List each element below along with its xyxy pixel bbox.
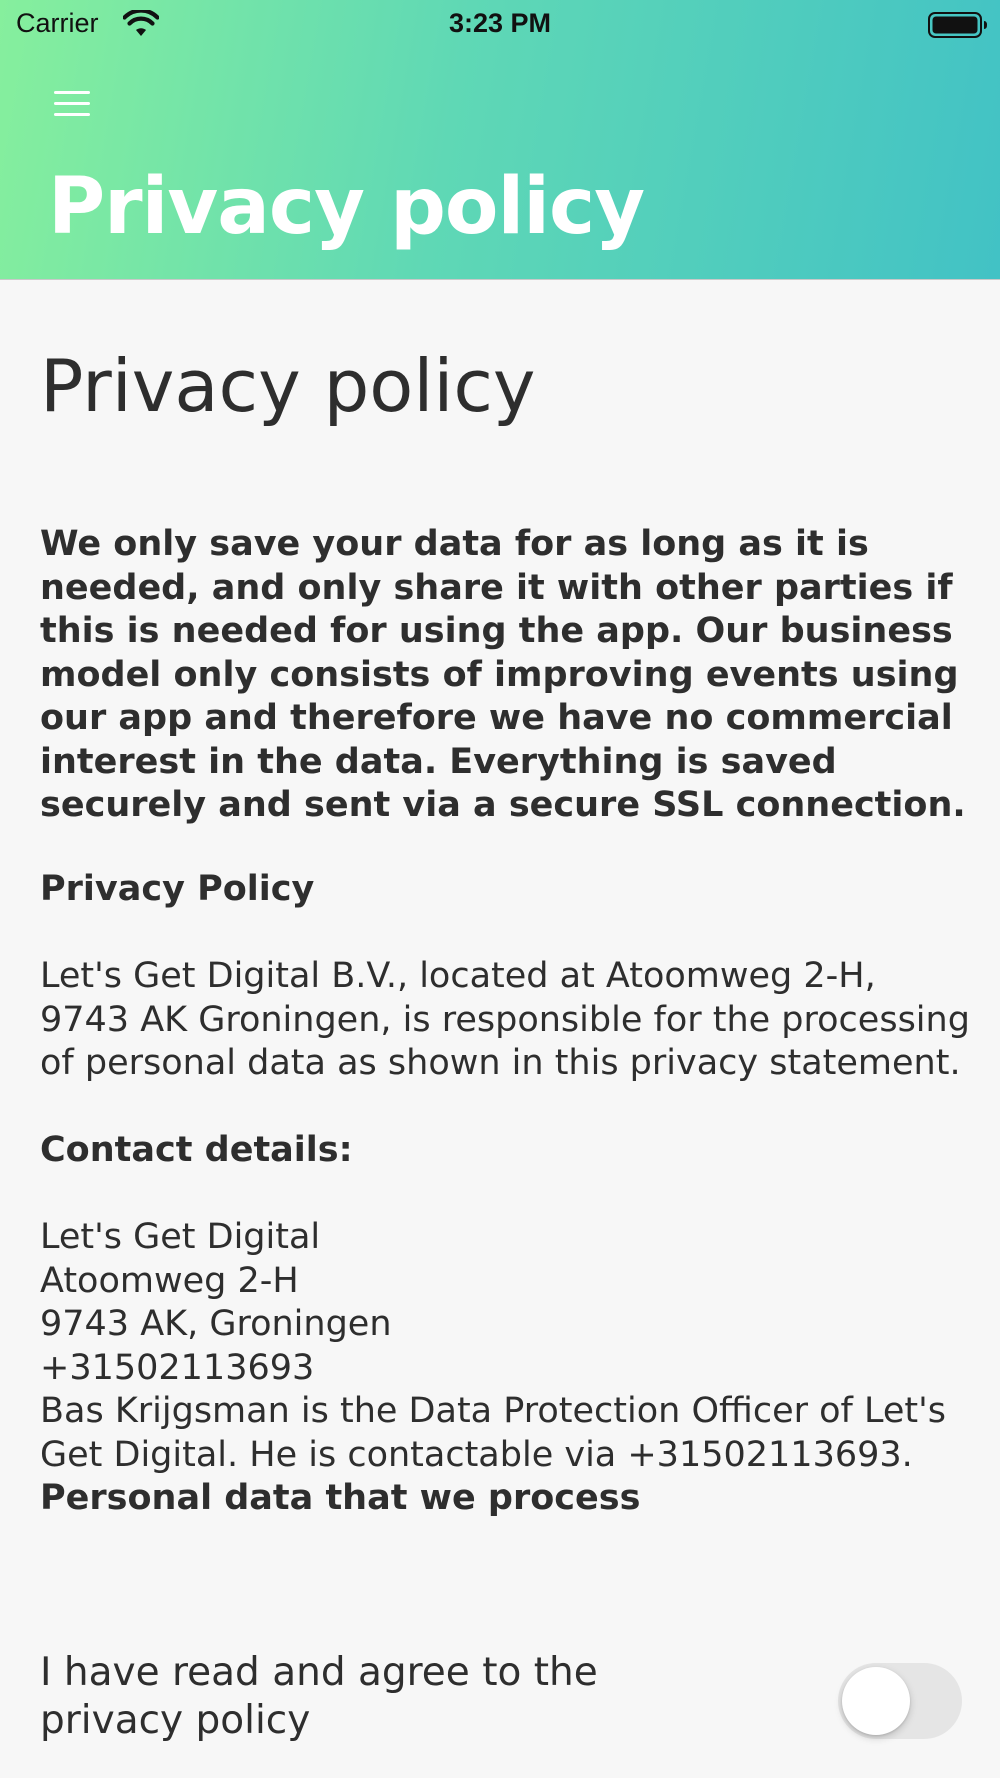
status-time: 3:23 PM [448,8,552,38]
toggle-knob [842,1667,910,1735]
contact-details-block [40,1216,392,1390]
agree-toggle[interactable] [838,1663,962,1739]
contact-details-heading: Contact details: [40,1130,353,1170]
agree-label: I have read and agree to the privacy policy [40,1650,598,1743]
privacy-policy-heading: Privacy Policy [40,869,315,909]
carrier-label: Carrier [16,8,99,38]
personal-data-heading: Personal data that we process [40,1478,641,1518]
contact-company: Let's Get Digital [40,1217,321,1257]
battery-icon [928,10,988,40]
contact-phone: +31502113693 [40,1347,315,1388]
page-title: Privacy policy [40,344,536,428]
contact-street: Atoomweg 2-H [40,1260,299,1301]
contact-city: 9743 AK, Groningen [40,1304,392,1344]
header-title: Privacy policy [48,162,645,252]
dpo-paragraph: Bas Krijgsman is the Data Protection Officer of Let's Get Digital. He is contactable via +31502113693. [40,1391,946,1475]
hamburger-menu-icon[interactable] [46,84,100,124]
agreement-footer [0,1625,1000,1778]
privacy-policy-text: Let's Get Digital B.V., located at Atoomweg 2-H, 9743 AK Groningen, is responsible for the processing of personal data as shown in this privacy statement. [40,956,970,1083]
status-bar [0,0,1000,50]
privacy-content[interactable] [40,280,975,1625]
intro-paragraph: We only save your data for as long as it is needed, and only share it with other parties if this is needed for using the app. Our business model only consists of improving events using our app and therefore we have no commercial interest in the data. Everything is saved securely and sent via a secure SSL connection. [40,524,966,825]
app-header [0,0,1000,280]
